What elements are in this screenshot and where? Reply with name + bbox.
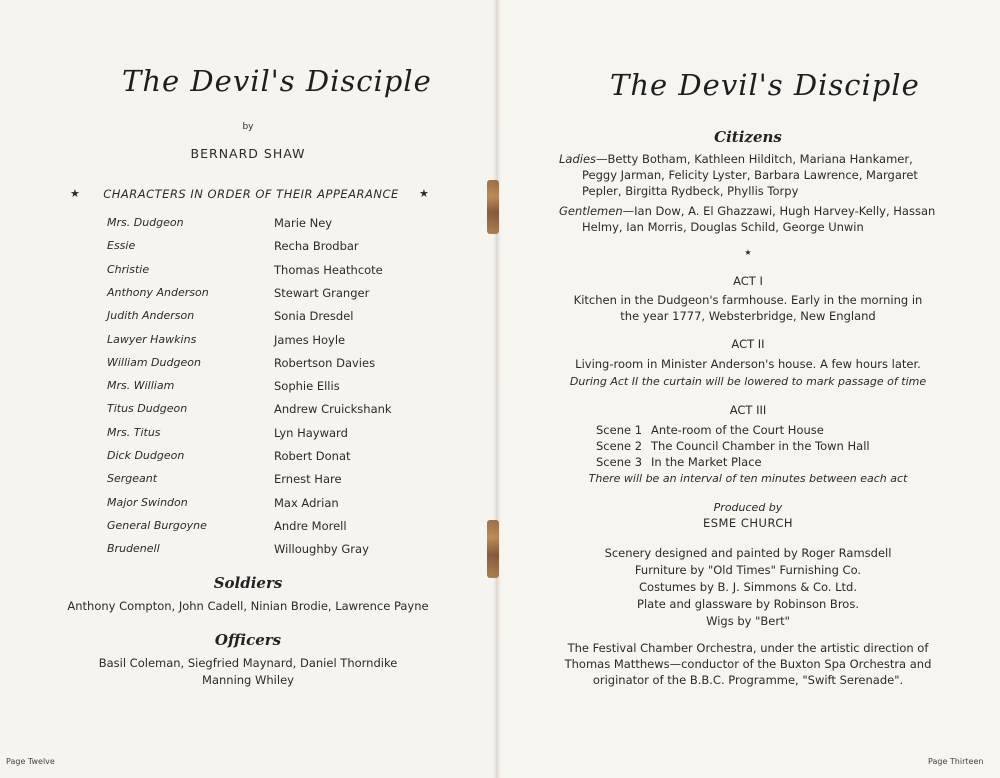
cast-actor: Sophie Ellis	[274, 379, 340, 394]
right-title: The Devil's Disciple	[610, 68, 920, 102]
author-name: BERNARD SHAW	[190, 146, 306, 161]
star-icon: ★	[419, 187, 429, 200]
officers-line-1: Basil Coleman, Siegfried Maynard, Daniel Thorndike	[98, 656, 398, 670]
cast-actor: Robertson Davies	[274, 355, 376, 370]
divider-star-icon: ★	[744, 248, 752, 257]
scene-label: Scene 2	[596, 439, 643, 453]
producer-name: ESME CHURCH	[702, 516, 794, 530]
left-page	[0, 0, 496, 778]
act1-line-1: Kitchen in the Dudgeon's farmhouse. Early in the morning in	[573, 293, 923, 307]
produced-by-label: Produced by	[713, 501, 783, 514]
cast-actor: Lyn Hayward	[274, 425, 348, 440]
act3-heading: ACT III	[729, 403, 767, 417]
cast-role: Essie	[107, 239, 136, 253]
cast-actor: Andre Morell	[274, 518, 347, 533]
orchestra-line-2: Thomas Matthews—conductor of the Buxton Spa Orchestra and	[564, 657, 932, 671]
ladies-label: Ladies	[559, 152, 597, 166]
cast-role: Sergeant	[107, 472, 158, 486]
orchestra-line-3: originator of the B.B.C. Programme, "Swift Serenade".	[592, 673, 904, 687]
scene-label: Scene 1	[596, 423, 643, 437]
cast-role: General Burgoyne	[107, 518, 207, 532]
cast-role: Mrs. Titus	[107, 425, 161, 439]
cast-actor: Max Adrian	[274, 495, 339, 510]
cast-actor: Willoughby Gray	[274, 542, 369, 557]
soldiers-heading: Soldiers	[213, 574, 283, 592]
scene-description: In the Market Place	[651, 455, 762, 469]
citizens-heading: Citizens	[714, 128, 782, 146]
gentlemen-line-2: Helmy, Ian Morris, Douglas Schild, George Unwin	[582, 220, 864, 234]
act1-heading: ACT I	[733, 274, 763, 288]
act1-line-2: the year 1777, Websterbridge, New England	[620, 309, 876, 323]
star-icon: ★	[70, 187, 80, 200]
act2-note: During Act II the curtain will be lowered to mark passage of time	[569, 375, 927, 388]
page-fold	[493, 0, 501, 778]
cast-role: Brudenell	[107, 542, 160, 556]
cast-role: Christie	[107, 262, 150, 276]
gentlemen-line-1: Gentlemen—Ian Dow, A. El Ghazzawi, Hugh Harvey-Kelly, Hassan	[559, 204, 936, 218]
cast-actor: Marie Ney	[274, 216, 333, 230]
act2-line-1: Living-room in Minister Anderson's house. A few hours later.	[575, 357, 921, 371]
cast-role: Mrs. Dudgeon	[107, 216, 184, 229]
right-page	[496, 0, 1000, 778]
cast-actor: Recha Brodbar	[274, 239, 359, 254]
orchestra-line-1: The Festival Chamber Orchestra, under the artistic direction of	[567, 641, 929, 655]
officers-heading: Officers	[214, 631, 282, 649]
officers-line-2: Manning Whiley	[202, 673, 294, 687]
scene-description: Ante-room of the Court House	[651, 423, 824, 437]
cast-actor: Ernest Hare	[274, 472, 342, 487]
left-page-number: Page Twelve	[6, 757, 55, 766]
credit-line: Costumes by B. J. Simmons & Co. Ltd.	[639, 580, 857, 594]
gentlemen-label: Gentlemen	[559, 204, 623, 218]
staple	[487, 180, 499, 234]
interval-note: There will be an interval of ten minutes between each act	[588, 472, 908, 485]
credit-line: Wigs by "Bert"	[706, 614, 790, 628]
staple	[487, 520, 499, 578]
characters-heading: CHARACTERS IN ORDER OF THEIR APPEARANCE	[103, 187, 399, 201]
cast-role: Judith Anderson	[107, 309, 195, 323]
ladies-line-1: Ladies—Betty Botham, Kathleen Hilditch, Mariana Hankamer,	[559, 152, 913, 166]
cast-actor: James Hoyle	[274, 332, 346, 347]
soldiers-list: Anthony Compton, John Cadell, Ninian Brodie, Lawrence Payne	[67, 599, 429, 613]
cast-role: Lawyer Hawkins	[107, 332, 197, 346]
cast-role: Anthony Anderson	[107, 285, 209, 299]
cast-role: Dick Dudgeon	[107, 449, 185, 462]
scene-label: Scene 3	[596, 455, 643, 469]
scene-description: The Council Chamber in the Town Hall	[651, 439, 870, 453]
cast-actor: Robert Donat	[274, 449, 351, 463]
cast-actor: Sonia Dresdel	[274, 309, 354, 324]
credit-line: Furniture by "Old Times" Furnishing Co.	[634, 563, 862, 577]
cast-actor: Andrew Cruickshank	[274, 402, 392, 417]
by-label: by	[242, 122, 254, 132]
cast-role: Titus Dudgeon	[107, 402, 188, 416]
cast-role: Mrs. William	[107, 379, 175, 393]
cast-role: Major Swindon	[107, 495, 188, 509]
ladies-line-2: Peggy Jarman, Felicity Lyster, Barbara Lawrence, Margaret	[582, 168, 918, 182]
cast-actor: Thomas Heathcote	[274, 262, 383, 277]
cast-role: William Dudgeon	[107, 355, 201, 369]
credit-line: Scenery designed and painted by Roger Ramsdell	[604, 546, 892, 560]
act2-heading: ACT II	[731, 337, 765, 351]
ladies-line-3: Pepler, Birgitta Rydbeck, Phyllis Torpy	[582, 184, 799, 198]
left-title: The Devil's Disciple	[122, 64, 432, 98]
credit-line: Plate and glassware by Robinson Bros.	[637, 597, 859, 611]
cast-actor: Stewart Granger	[274, 285, 370, 300]
right-page-number: Page Thirteen	[928, 757, 984, 766]
